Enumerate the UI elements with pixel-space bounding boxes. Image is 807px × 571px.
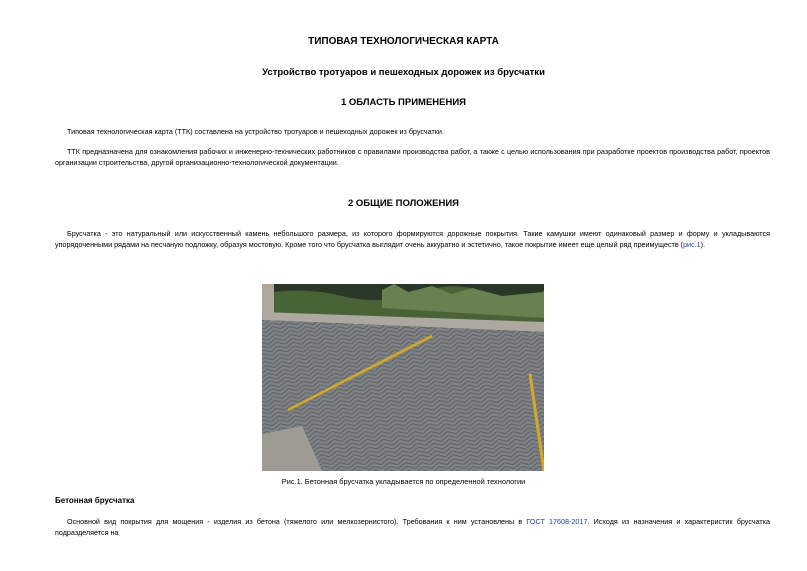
section-1-heading: 1 ОБЛАСТЬ ПРИМЕНЕНИЯ bbox=[340, 97, 467, 108]
paving-photo-illustration bbox=[262, 284, 544, 471]
figure-1-link[interactable]: рис.1 bbox=[683, 240, 701, 249]
section-1-paragraph-1: Типовая технологическая карта (ТТК) составлена на устройство тротуаров и пешеходных дорожек из брусчатки. bbox=[67, 127, 444, 136]
paving-photo bbox=[262, 284, 544, 471]
section-2-paragraph-1: Брусчатка - это натуральный или искусственный камень небольшого размера, из которого формируются дорожные покрытия. Такие камушки имеют одинаковый размер и форму и укладываются упорядоченными рядами на песчаную подложку, образуя мостовую. Кроме того что брусчатка выглядит очень аккуратно и эстетично, такое покрытие имеет еще целый ряд преимуществ (рис.1). bbox=[55, 229, 770, 249]
section-2-heading: 2 ОБЩИЕ ПОЛОЖЕНИЯ bbox=[348, 198, 459, 209]
section-1-paragraph-2: ТТК предназначена для ознакомления рабочих и инженерно-технических работников с правилами производства работ, а также с целью использования при разработке проектов производства работ, проектов организации строительства, другой организационно-технологической документации. bbox=[55, 147, 770, 167]
gost-link[interactable]: ГОСТ 17608-2017 bbox=[526, 517, 588, 526]
document-subtitle: Устройство тротуаров и пешеходных дорожек из брусчатки bbox=[262, 67, 545, 78]
section-2-paragraph-2: Основной вид покрытия для мощения - изделия из бетона (тяжелого или мелкозернистого). Требования к ним установлены в ГОСТ 17608-2017. Исходя из назначения и характеристик брусчатка подразделяется на bbox=[55, 517, 771, 537]
figure-1-caption: Рис.1. Бетонная брусчатка укладывается по определенной технологии bbox=[281, 477, 526, 486]
concrete-paving-subheading: Бетонная брусчатка bbox=[55, 496, 135, 505]
document-title: ТИПОВАЯ ТЕХНОЛОГИЧЕСКАЯ КАРТА bbox=[308, 36, 499, 47]
